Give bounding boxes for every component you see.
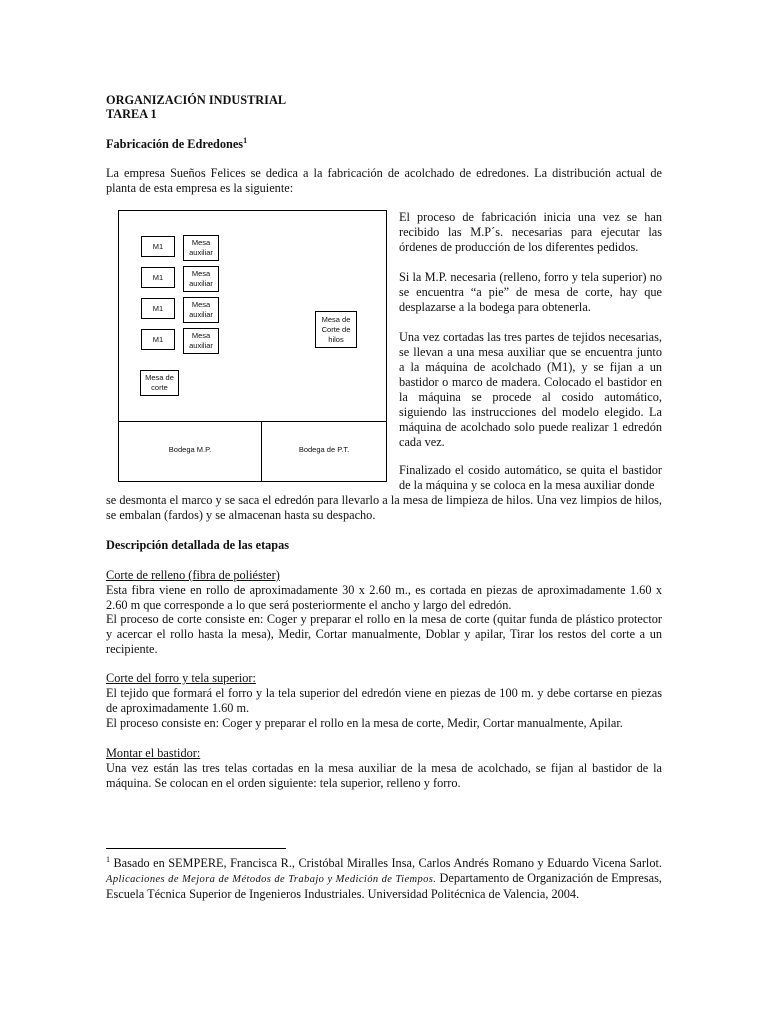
stage2-text-1: El tejido que formará el forro y la tela superior del edredón viene en piezas de 100 m. y debe cortarse en piezas de aproximadamente 1.60 m. <box>106 686 662 715</box>
m1-machine-2: M1 <box>141 267 175 288</box>
footnote <box>106 856 662 902</box>
stage2-heading: Corte del forro y tela superior: <box>106 671 256 685</box>
footnote-rest: Departamento de Organización de Empresas, Escuela Técnica Superior de Ingenieros Industriales. Universidad Politécnica de Valencia, 2004. <box>106 871 662 901</box>
task-title: TAREA 1 <box>106 107 157 121</box>
m1-machine-1: M1 <box>141 236 175 257</box>
warehouse-divider-horizontal <box>119 421 386 422</box>
section-title-text: Fabricación de Edredones <box>106 137 244 151</box>
m1-machine-4: M1 <box>141 329 175 350</box>
process-paragraph-4-start: Finalizado el cosido automático, se quita el bastidor de la máquina y se coloca en la mesa auxiliar donde <box>399 463 662 492</box>
cutting-table: Mesa de corte <box>140 370 179 396</box>
footnote-mark: 1 <box>106 854 110 864</box>
aux-table-4: Mesa auxiliar <box>183 328 219 354</box>
intro-line-1: La empresa Sueños Felices se dedica a la fabricación de acolchado de edredones. La distribución actual de <box>106 166 662 180</box>
process-paragraph-1: El proceso de fabricación inicia una vez se han recibido las M.P´s. necesarias para ejecutar las órdenes de producción de los diferentes pedidos. <box>399 210 662 254</box>
course-title: ORGANIZACIÓN INDUSTRIAL <box>106 93 287 107</box>
footnote-book-title: Aplicaciones de Mejora de Métodos de Trabajo y Medición de Tiempos. <box>106 874 437 885</box>
section-title <box>106 137 247 152</box>
warehouse-raw-materials: Bodega M.P. <box>168 445 212 454</box>
aux-table-2: Mesa auxiliar <box>183 266 219 292</box>
stage3-text-1: Una vez están las tres telas cortadas en la mesa auxiliar de la mesa de acolchado, se fijan al bastidor de la máquina. Se colocan en el orden siguiente: tela superior, relleno y forro. <box>106 761 662 790</box>
footnote-ref: 1 <box>243 135 248 145</box>
process-paragraph-4-rest: se desmonta el marco y se saca el edredón para llevarlo a la mesa de limpieza de hilos. Una vez limpios de hilos, se embalan (fardos) y se almacenan hasta su despacho. <box>106 493 662 522</box>
plant-layout-diagram <box>118 210 387 482</box>
stage1-text-2: El proceso de corte consiste en: Coger y preparar el rollo en la mesa de corte (quitar funda de plástico protector y acercar el rollo hasta la mesa), Medir, Cortar manualmente, Doblar y apilar, Tirar los restos del corte a un recipiente. <box>106 612 662 656</box>
stages-title: Descripción detallada de las etapas <box>106 538 290 552</box>
process-paragraph-2: Si la M.P. necesaria (relleno, forro y tela superior) no se encuentra “a pie” de mesa de corte, hay que desplazarse a la bodega para obtenerla. <box>399 270 662 314</box>
stage2-text-2: El proceso consiste en: Coger y preparar el rollo en la mesa de corte, Medir, Cortar manualmente, Apilar. <box>106 716 623 730</box>
m1-machine-3: M1 <box>141 298 175 319</box>
warehouse-finished-products: Bodega de P.T. <box>298 445 350 454</box>
aux-table-3: Mesa auxiliar <box>183 297 219 323</box>
footnote-authors: Basado en SEMPERE, Francisca R., Cristóbal Miralles Insa, Carlos Andrés Romano y Eduardo Vicena Sarlot. <box>110 856 662 870</box>
intro-line-2: planta de esta empresa es la siguiente: <box>106 181 294 195</box>
thread-cutting-table: Mesa de Corte de hilos <box>315 311 357 348</box>
footnote-rule <box>106 848 286 849</box>
stage3-heading: Montar el bastidor: <box>106 746 201 760</box>
stage1-text-1: Esta fibra viene en rollo de aproximadamente 30 x 2.60 m., es cortada en piezas de aproximadamente 1.60 x 2.60 m que corresponde a lo que será posteriormente el ancho y largo del edredón. <box>106 583 662 612</box>
aux-table-1: Mesa auxiliar <box>183 235 219 261</box>
stage1-heading: Corte de relleno (fibra de poliéster) <box>106 568 280 582</box>
process-paragraph-3: Una vez cortadas las tres partes de tejidos necesarias, se llevan a una mesa auxiliar que se encuentra junto a la máquina de acolchado (M1), y se fijan a un bastidor o marco de madera. Colocado el bastidor en la máquina se procede al cosido automático, siguiendo las instrucciones del modelo elegido. La máquina de acolchado solo puede realizar 1 edredón cada vez. <box>399 330 662 449</box>
